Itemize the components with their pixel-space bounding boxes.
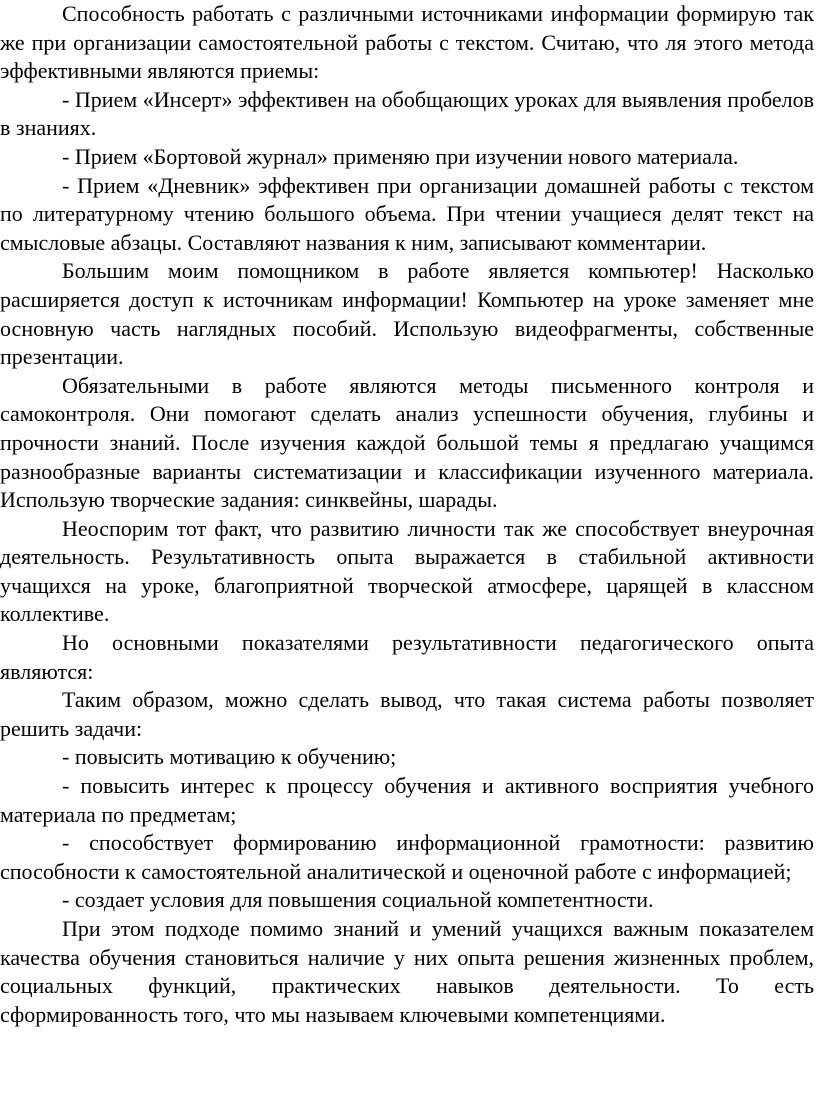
paragraph-sources-intro: Способность работать с различными источниками информации формирую так же при организации самостоятельной работы с текстом. Считаю, что ля этого метода эффективными являются приемы:	[0, 1, 814, 84]
paragraph-key-competencies: При этом подходе помимо знаний и умений учащихся важным показателем качества обучения становиться наличие у них опыта решения жизненных проблем, социальных функций, практических навыков деятельности. То есть сформированность того, что мы называем ключевыми компетенциями.	[0, 916, 814, 1027]
list-item-interest: - повысить интерес к процессу обучения и активного восприятия учебного материала по предметам;	[0, 773, 814, 827]
paragraph-extracurricular: Неоспорим тот факт, что развитию личности так же способствует внеурочная деятельность. Результативность опыта выражается в стабильной активности учащихся на уроке, благоприятной творческой атмосфере, царящей в классном коллективе.	[0, 515, 814, 627]
list-item-information-literacy: - способствует формированию информационной грамотности: развитию способности к самостоятельной аналитической и оценочной работе с информацией;	[0, 830, 814, 884]
list-item-motivation: - повысить мотивацию к обучению;	[62, 744, 397, 770]
list-item-social-competence: - создает условия для повышения социальной компетентности.	[62, 887, 654, 913]
paragraph-logbook-technique: - Прием «Бортовой журнал» применяю при изучении нового материала.	[62, 143, 739, 169]
paragraph-diary-technique: - Прием «Дневник» эффективен при организации домашней работы с текстом по литературному чтению большого объема. При чтении учащиеся делят текст на смысловые абзацы. Составляют названия к ним, записывают комментарии.	[0, 172, 814, 255]
paragraph-computer-helper: Большим моим помощником в работе является компьютер! Насколько расширяется доступ к источникам информации! Компьютер на уроке заменяет мне основную часть наглядных пособий. Использую видеофрагменты, собственные презентации.	[0, 258, 814, 370]
paragraph-control-methods: Обязательными в работе являются методы письменного контроля и самоконтроля. Они помогают сделать анализ успешности обучения, глубины и прочности знаний. После изучения каждой большой темы я предлагаю учащимся разнообразные варианты систематизации и классификации изученного материала. Использую творческие задания: синквейны, шарады.	[0, 372, 814, 513]
paragraph-insert-technique: - Прием «Инсерт» эффективен на обобщающих уроках для выявления пробелов в знаниях.	[0, 86, 814, 141]
paragraph-conclusion: Таким образом, можно сделать вывод, что такая система работы позволяет решить задачи:	[0, 687, 814, 741]
paragraph-result-indicators: Но основными показателями результативности педагогического опыта являются:	[0, 630, 814, 684]
